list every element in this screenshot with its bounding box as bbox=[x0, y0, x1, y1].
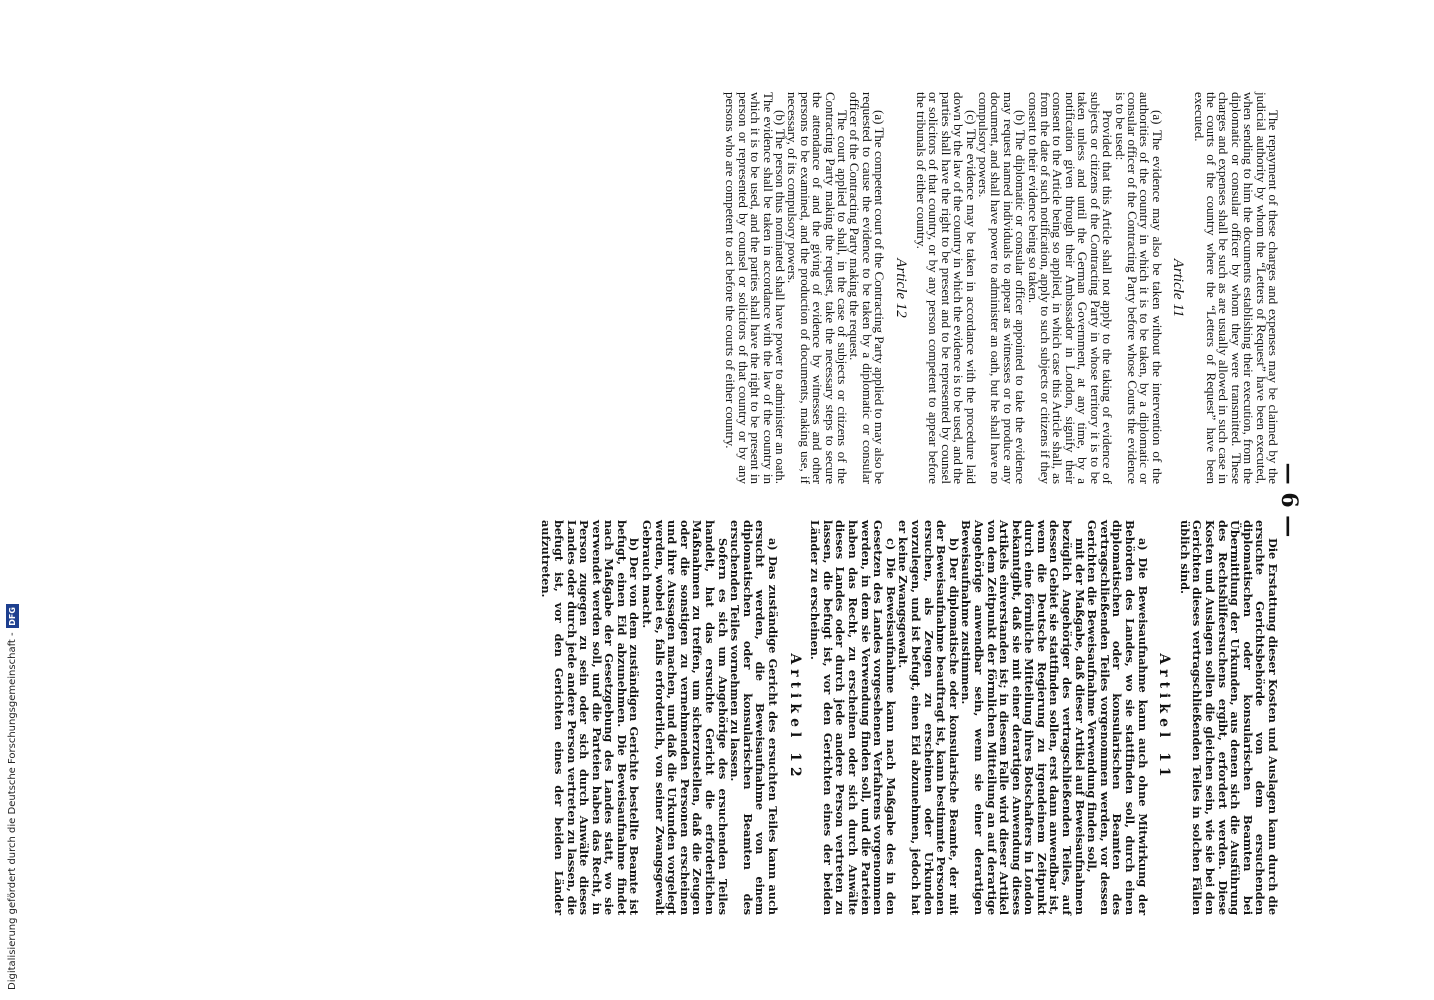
english-column bbox=[724, 92, 1279, 484]
german-article-12-a: a) Das zuständige Gericht des ersuchten Teiles kann auch ersucht werden, die Beweisaufnahme von einem diplomatischen oder konsularischen Beamten des ersuchenden Teiles vornehmen zu lassen. bbox=[728, 520, 781, 915]
english-article-12-a: (a) The competent court of the Contracting Party applied to may also be requested to cause the evidence to be taken by a diplomatic or consular officer of the Contracting Party making the request. bbox=[847, 92, 888, 484]
german-column bbox=[540, 520, 1279, 915]
english-article-12-b: (b) The person thus nominated shall have power to administer an oath. The evidence shall be taken in accordance with the law of the country in which it is to be used, and the parties shall have the right to be present in person or represented by counsel or solicitors of that country or by any persons who are competent to act before the courts of either country. bbox=[723, 92, 788, 484]
english-costs-paragraph: The repayment of these charges and expenses may be claimed by the judicial authority by whom the “Letters of Request” have been executed, when sending to him the documents establishing their execution, from the diplomatic or consular officer by whom they were transmitted. These charges and expenses shall be such as are usually allowed in such case in the courts of the country where the “Letters of Request” have been executed. bbox=[1191, 92, 1281, 484]
german-article-11-proviso: mit der Maßgabe, daß dieser Artikel auf Beweisaufnahmen bezüglich Angehöriger des vertragschließenden Teiles, auf dessen Gebiet sie stattfinden sollen, erst dann anwendbar ist, wenn die Deutsche Regierung zu irgendeinem Zeitpunkt durch eine förmliche Mitteilung ihres Botschafters in London bekanntgibt, daß sie mit einer derartigen Anwendung dieses Artikels einverstanden ist; in diesem Falle wird dieser Artikel von dem Zeitpunkt der förmlichen Mitteilung an auf derartige Angehörige anwendbar sein, wenn sie einer derartigen Beweisaufnahme zustimmen. bbox=[959, 520, 1087, 915]
english-article-11-c: (c) The evidence may be taken in accordance with the procedure laid down by the law of the country in which the evidence is to be used, and the parties shall have the right to be present and to be represented by counsel or solicitors of that country, or by any person competent to appear before the tribunals of either country. bbox=[914, 92, 979, 484]
english-article-12-heading: Article 12 bbox=[892, 258, 909, 318]
english-article-11-b: (b) The diplomatic or consular officer appointed to take the evidence may request named individuals to appear as witnesses or to produce any document, and shall have power to administer an oath, but he shall have no compulsory powers. bbox=[976, 92, 1029, 484]
english-article-12-court: The court applied to shall, in the case of subjects or citizens of the Contracting Party making the request, take the necessary steps to secure the attendance of and the giving of evidence by witnesses and other persons to be examined, and the production of documents, making use, if necessary, of its compulsory powers. bbox=[785, 92, 850, 484]
footer-credit-text: Digitalisierung gefördert durch die Deutsche Forschungsgemeinschaft - bbox=[6, 632, 18, 990]
page-number: — 6 — bbox=[1276, 462, 1302, 538]
german-article-12-heading: Artikel 12 bbox=[786, 653, 803, 782]
english-article-11-proviso: Provided that this Article shall not apply to the taking of evidence of subjects or citizens of the Contracting Party in whose territory it is to be taken unless and until the German Government, at any time, by a notification given through their Ambassador in London, signify their consent to the Article being so applied, in which case this Article shall, as from the date of such notification, apply to such subjects or citizens if they consent to their evidence being so taken. bbox=[1025, 92, 1116, 484]
english-article-11-heading: Article 11 bbox=[1170, 258, 1187, 318]
german-article-12-b: b) Der von dem zuständigen Gerichte bestellte Beamte ist befugt, einen Eid abzunehmen. Die Beweisaufnahme findet nach Maßgabe der Gesetzgebung des Landes statt, wo sie verwendet werden soll, und die Parteien haben das Recht, in Person zugegen zu sein oder sich durch Anwälte dieses Landes oder durch jede andere Person vertreten zu lassen, die befugt ist, vor den Gerichten eines der beiden Länder aufzutreten. bbox=[539, 520, 642, 915]
dfg-logo: DFG bbox=[6, 604, 19, 628]
english-article-11-a: (a) The evidence may also be taken without the intervention of the authorities of the country in which it is to be taken, by a diplomatic or consular officer of the Contracting Party before whose Courts the evidence is to be used: bbox=[1112, 92, 1165, 484]
german-article-12-court: Sofern es sich um Angehörige des ersuchenden Teiles handelt, hat das ersuchte Gericht die erforderlichen Maßnahmen zu treffen, um sicherzustellen, daß die Zeugen oder die sonstigen zu vernehmenden Personen erscheinen und ihre Aussagen machen, und daß die Urkunden vorgelegt werden, wobei es, falls erforderlich, von seiner Zwangsgewalt Gebrauch macht. bbox=[640, 520, 730, 915]
digitization-footer bbox=[0, 0, 24, 1000]
german-article-11-b: b) Der diplomatische oder konsularische Beamte, der mit der Beweisaufnahme beauftragt ist, kann bestimmte Personen ersuchen, als Zeugen zu erscheinen oder Urkunden vorzulegen, und ist befugt, einen Eid abzunehmen, jedoch hat er keine Zwangsgewalt. bbox=[896, 520, 961, 915]
german-article-11-a: a) Die Beweisaufnahme kann auch ohne Mitwirkung der Behörden des Landes, wo sie stattfinden soll, durch einen diplomatischen oder konsularischen Beamten des vertragschließenden Teiles vorgenommen werden, vor dessen Gerichten die Beweisaufnahme Verwendung finden soll, bbox=[1085, 520, 1150, 915]
german-article-11-heading: Artikel 11 bbox=[1156, 653, 1173, 782]
german-costs-paragraph: Die Erstattung dieser Kosten und Auslagen kann durch die ersuchte Gerichtsbehörde von dem ersuchenden diplomatischen oder konsularischen Beamten bei Übermittlung der Urkunden, aus denen sich die Ausführung des Rechtshilfeersuchens ergibt, erfordert werden. Diese Kosten und Auslagen sollen die gleichen sein, wie sie bei den Gerichten dieses vertragschließenden Teiles in solchen Fällen üblich sind. bbox=[1177, 520, 1280, 915]
german-article-11-c: c) Die Beweisaufnahme kann nach Maßgabe des in den Gesetzen des Landes vorgesehenen Verfahrens vorgenommen werden, in dem sie Verwendung finden soll, und die Parteien haben das Recht, zu erscheinen oder sich durch Anwälte dieses Landes oder durch jede andere Person vertreten zu lassen, die befugt ist, vor den Gerichten eines der beiden Länder zu erscheinen. bbox=[808, 520, 898, 915]
